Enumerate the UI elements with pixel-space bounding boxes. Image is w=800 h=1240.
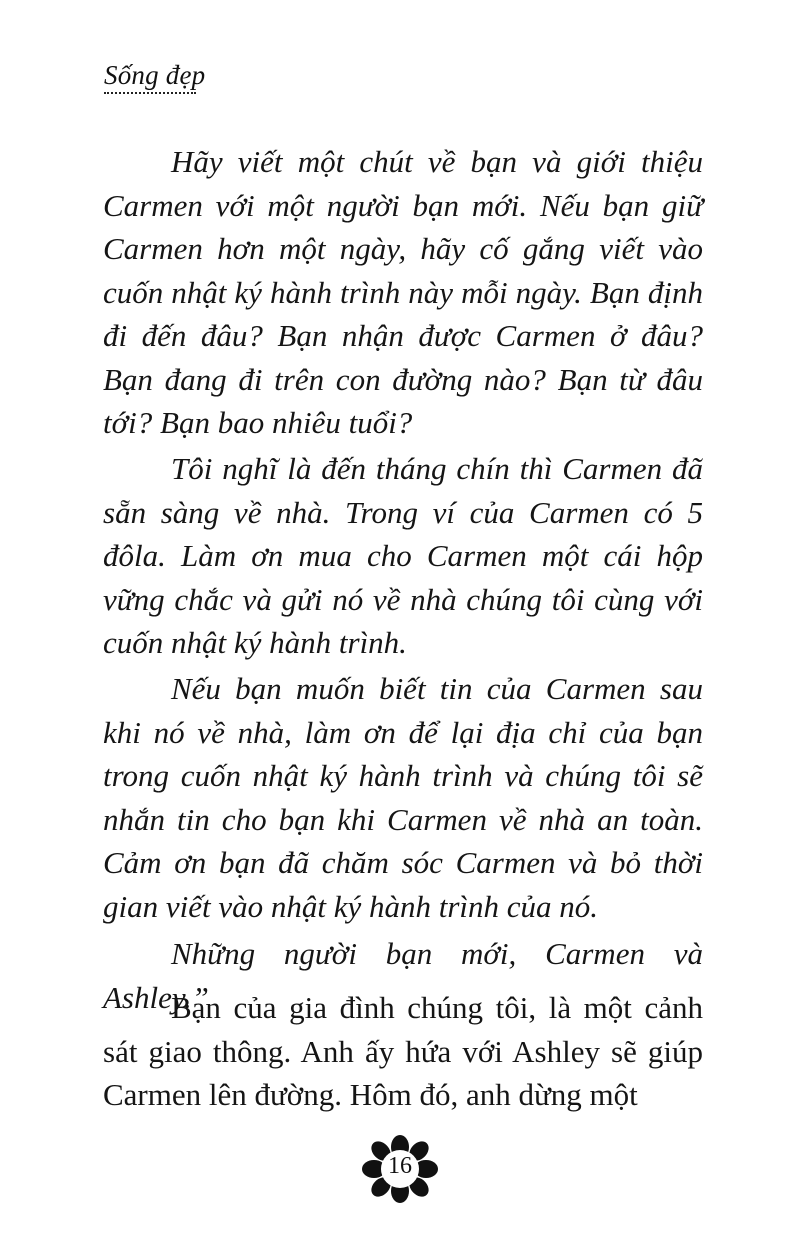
page-number-ornament <box>362 1135 438 1203</box>
header-dotted-rule <box>104 92 196 94</box>
page-number: 16 <box>388 1153 412 1179</box>
letter-signature: Những người bạn mới, Carmen và Ashley.” <box>103 936 703 1015</box>
paragraph-5: Bạn của gia đình chúng tôi, là một cảnh sát giao thông. Anh ấy hứa với Ashley sẽ giúp Carmen lên đường. Hôm đó, anh dừng một <box>103 990 703 1112</box>
paragraph-1: Hãy viết một chút về bạn và giới thiệu Carmen với một người bạn mới. Nếu bạn giữ Carmen hơn một ngày, hãy cố gắng viết vào cuốn nhật ký hành trình này mỗi ngày. Bạn định đi đến đâu? Bạn nhận được Carmen ở đâu? Bạn đang đi trên con đường nào? Bạn từ đâu tới? Bạn bao nhiêu tuổi? <box>103 144 703 440</box>
running-header: Sống đẹp <box>104 60 206 90</box>
paragraph-3: Nếu bạn muốn biết tin của Carmen sau khi nó về nhà, làm ơn để lại địa chỉ của bạn trong cuốn nhật ký hành trình và chúng tôi sẽ nhắn tin cho bạn khi Carmen về nhà an toàn. Cảm ơn bạn đã chăm sóc Carmen và bỏ thời gian viết vào nhật ký hành trình của nó. <box>103 671 703 924</box>
paragraph-2: Tôi nghĩ là đến tháng chín thì Carmen đã sẵn sàng về nhà. Trong ví của Carmen có 5 đôla. Làm ơn mua cho Carmen một cái hộp vững chắc và gửi nó về nhà chúng tôi cùng với cuốn nhật ký hành trình. <box>103 451 703 660</box>
